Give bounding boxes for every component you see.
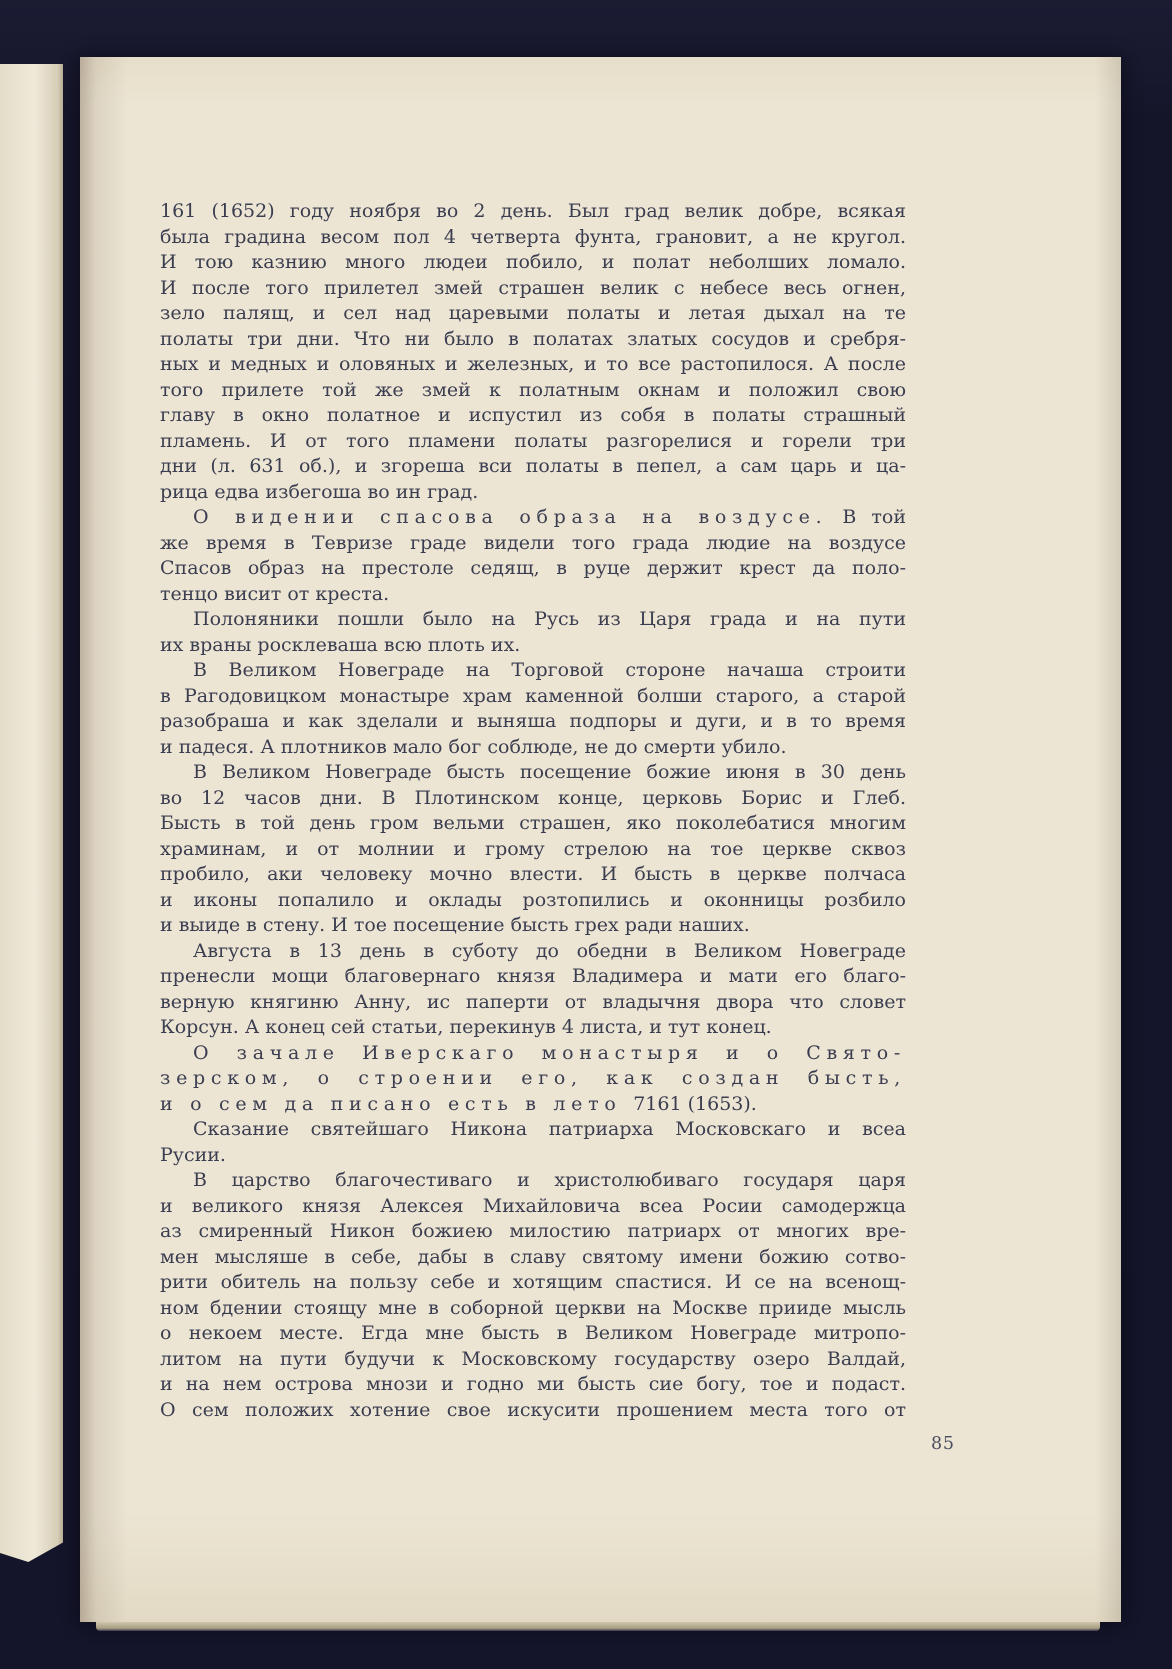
text-line — [160, 531, 906, 557]
text-segment: рица едва избегоша во ин град. — [160, 480, 479, 503]
text-line — [160, 1015, 906, 1041]
text-line — [160, 1092, 906, 1118]
previous-page-edge — [0, 64, 63, 1562]
spaced-text-segment: зерском, о строении его, как создан бысть, — [160, 1067, 906, 1089]
text-segment: ном бдении стоящу мне в соборной церкви на Москве прииде мысль — [160, 1296, 906, 1319]
text-line — [160, 1296, 906, 1322]
text-line — [160, 1372, 906, 1398]
spaced-text-segment: О видении спасова образа на воздусе. — [193, 506, 828, 528]
text-segment: их враны росклеваша всю плоть их. — [160, 633, 521, 656]
text-segment: 7161 (1653). — [633, 1092, 757, 1115]
text-segment: во 12 часов дни. В Плотинском конце, церковь Борис и Глеб. — [160, 786, 906, 809]
text-segment: Бысть в той день гром вельми страшен, яко поколебатися многим — [160, 812, 906, 834]
text-segment: была градина весом пол 4 четверта фунта, грановит, а не кругол. — [160, 225, 906, 248]
text-line — [160, 684, 906, 710]
text-segment: В царство благочестиваго и христолюбиваго государя царя — [193, 1169, 906, 1191]
text-segment: и великого князя Алексея Михайловича всеа Росии самодержца — [160, 1194, 906, 1217]
text-segment: В Великом Новеграде на Торговой стороне начаша строити — [193, 659, 906, 681]
text-segment: тенцо висит от креста. — [160, 582, 390, 605]
text-line — [160, 1321, 906, 1347]
text-line — [160, 403, 906, 429]
text-line — [160, 1066, 906, 1092]
text-line — [160, 786, 906, 812]
text-line — [160, 327, 906, 353]
text-line — [160, 658, 906, 684]
page-number: 85 — [931, 1434, 955, 1454]
text-line — [160, 276, 906, 302]
text-line — [160, 913, 906, 939]
text-segment: Полоняники пошли было на Русь из Царя града и на пути — [193, 608, 906, 630]
text-segment: пренесли мощи благовернаго князя Владимера и мати его благо- — [160, 965, 906, 987]
page-text — [160, 199, 906, 1423]
text-line — [160, 378, 906, 404]
text-segment: главу в окно полатное и испустил из собя в полаты страшный — [160, 404, 906, 426]
text-segment: и выиде в стену. И тое посещение бысть грех ради наших. — [160, 914, 750, 936]
text-segment: В Великом Новеграде бысть посещение божие июня в 30 день — [193, 761, 906, 783]
text-line — [160, 480, 906, 506]
text-line — [160, 607, 906, 633]
book-page — [80, 57, 1121, 1622]
text-line — [160, 837, 906, 863]
text-segment: рити обитель на пользу себе и хотящим спастися. И се на всенощ- — [160, 1271, 906, 1293]
text-line — [160, 888, 906, 914]
text-segment: пламень. И от того пламени полаты разгорелися и горели три — [160, 429, 906, 452]
text-segment: верную княгиню Анну, ис паперти от владычня двора что словет — [160, 990, 906, 1013]
text-segment: Корсун. А конец сей статьи, перекинув 4 листа, и тут конец. — [160, 1016, 772, 1038]
text-segment: и на нем острова мнози и годно ми бысть сие богу, тое и подаст. — [160, 1373, 906, 1395]
text-segment: Сказание святейшаго Никона патриарха Московскаго и всеа — [193, 1118, 906, 1140]
text-segment: О сем положих хотение свое искусити прошением места того от — [160, 1398, 906, 1421]
text-segment: и иконы попалило и оклады розтопились и оконницы розбило — [160, 888, 906, 911]
text-line — [160, 301, 906, 327]
text-line — [160, 1041, 906, 1067]
text-line — [160, 352, 906, 378]
text-segment: зело палящ, и сел над царевыми полаты и летая дыхал на те — [160, 302, 906, 324]
text-line — [160, 1143, 906, 1169]
text-line — [160, 199, 906, 225]
text-segment: полаты три дни. Что ни было в полатах златых сосудов и сребря- — [160, 327, 906, 350]
text-line — [160, 1117, 906, 1143]
text-segment: того прилете той же змей к полатным окнам и положил свою — [160, 378, 906, 401]
text-segment: И после того прилетел змей страшен велик с небесе весь огнен, — [160, 276, 906, 299]
text-line — [160, 811, 906, 837]
text-segment: в Рагодовицком монастыре храм каменной болши старого, а старой — [160, 684, 906, 707]
text-line — [160, 1347, 906, 1373]
text-segment: литом на пути будучи к Московскому государству озеро Валдай, — [160, 1347, 906, 1370]
text-segment: 161 (1652) году ноября во 2 день. Был град велик добре, всякая — [160, 200, 906, 222]
spaced-text-segment: О зачале Иверскаго монастыря и о Свято- — [193, 1041, 906, 1064]
text-segment: и падеся. А плотников мало бог соблюде, не до смерти убило. — [160, 735, 787, 758]
text-line — [160, 990, 906, 1016]
text-segment: И тою казнию много людеи побило, и полат неболших ломало. — [160, 251, 906, 273]
text-segment: пробило, аки человеку мочно влести. И бысть в церкве полчаса — [160, 863, 906, 885]
text-line — [160, 1270, 906, 1296]
text-line — [160, 429, 906, 455]
text-line — [160, 225, 906, 251]
text-line — [160, 709, 906, 735]
text-segment: аз смиренный Никон божиею милостию патриарх от многих вре- — [160, 1220, 906, 1242]
text-line — [160, 1219, 906, 1245]
text-segment: храминам, и от молнии и грому стрелою на тое церкве сквоз — [160, 837, 906, 860]
stacked-pages-edge — [96, 1622, 1100, 1631]
text-segment: В той — [827, 506, 907, 528]
text-segment: мен мысляше в себе, дабы в славу святому имени божию сотво- — [160, 1245, 906, 1268]
text-segment: Русии. — [160, 1143, 226, 1166]
text-line — [160, 505, 906, 531]
text-line — [160, 1398, 906, 1424]
text-segment: дни (л. 631 об.), и згореша вси полаты в пепел, а сам царь и ца- — [160, 455, 906, 477]
text-line — [160, 862, 906, 888]
text-segment: разобраша и как зделали и выняша подпоры и дуги, и в то время — [160, 710, 906, 732]
text-line — [160, 1245, 906, 1271]
text-line — [160, 939, 906, 965]
text-line — [160, 556, 906, 582]
text-line — [160, 582, 906, 608]
text-line — [160, 735, 906, 761]
text-segment: же время в Тевризе граде видели того града людие на воздусе — [160, 531, 906, 554]
text-line — [160, 1168, 906, 1194]
text-line — [160, 454, 906, 480]
text-segment: Августа в 13 день в суботу до обедни в Великом Новеграде — [193, 939, 906, 962]
text-line — [160, 1194, 906, 1220]
text-line — [160, 964, 906, 990]
text-segment: о некоем месте. Егда мне бысть в Великом Новеграде митропо- — [160, 1322, 906, 1344]
text-line — [160, 633, 906, 659]
text-segment: Спасов образ на престоле седящ, в руце держит крест да поло- — [160, 557, 906, 579]
text-line — [160, 250, 906, 276]
text-line — [160, 760, 906, 786]
spaced-text-segment: и о сем да писано есть в лето — [160, 1092, 634, 1115]
text-segment: ных и медных и оловяных и железных, и то все растопилося. А после — [160, 353, 906, 375]
